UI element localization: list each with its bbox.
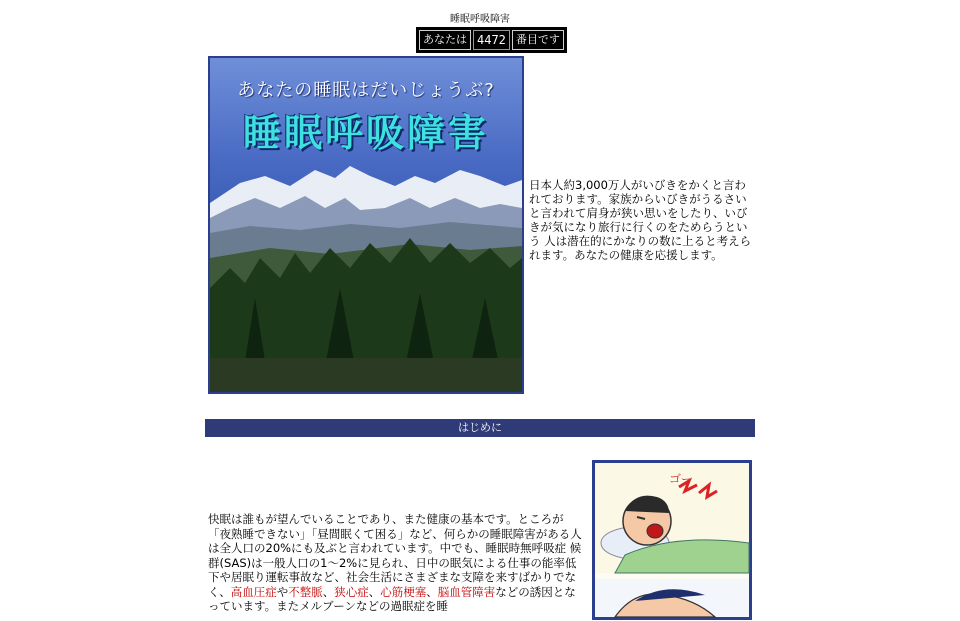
- counter-suffix: 番目です: [512, 30, 564, 50]
- counter-prefix: あなたは: [419, 30, 471, 50]
- section-heading: はじめに: [205, 419, 755, 437]
- body-text-2: などの誘因となっています。またメルブーンなどの過眠症を睡: [208, 584, 576, 613]
- banner-tagline: あなたの睡眠はだいじょうぶ?: [237, 80, 495, 101]
- banner-title: 睡眠呼吸障害: [242, 111, 489, 155]
- term-arrhythmia: 不整脈: [288, 584, 323, 599]
- body-sep-4: 、: [426, 584, 438, 599]
- body-text-1: 快眠は誰もが望んでいることであり、また健康の基本です。ところが「夜熟睡できない」「昼間眠くて困る」など、何らかの睡眠障害がある人は全人口の20%にも及ぶと言われています。中でも、睡眠時無呼吸症 候群(SAS)は一般人口の1〜2%に見られ、日中の眠気による仕事の能率低下や居眠り運転事故など、社会生活にさまざまな支障を来すばかりでなく、: [208, 512, 582, 599]
- intro-paragraph: 日本人約3,000万人がいびきをかくと言われております。家族からいびきがうるさいと言われて肩身が狭い思いをしたり、いびきが気になり旅行に行くのをためらうという 人は潜在的にかなりの数に上ると考えられます。あなたの健康を応援します。: [529, 178, 752, 262]
- visitor-counter: [416, 27, 567, 53]
- term-hypertension: 高血圧症: [230, 584, 277, 599]
- term-myocardial-infarction: 心筋梗塞: [380, 584, 427, 599]
- snore-sound-text: ゴー: [669, 472, 694, 486]
- term-cerebrovascular-disorder: 脳血管障害: [437, 584, 496, 599]
- body-sep-3: 、: [368, 584, 381, 599]
- counter-number: 4472: [473, 30, 510, 50]
- page-title: 睡眠呼吸障害: [450, 14, 510, 25]
- body-sep-2: 、: [322, 584, 335, 599]
- snoring-person-illustration: [595, 463, 749, 617]
- banner-image: [208, 56, 524, 394]
- body-sep-1: や: [276, 584, 289, 599]
- snoring-cartoon-image: [592, 460, 752, 620]
- body-paragraph: [208, 512, 586, 614]
- term-angina: 狭心症: [334, 584, 369, 599]
